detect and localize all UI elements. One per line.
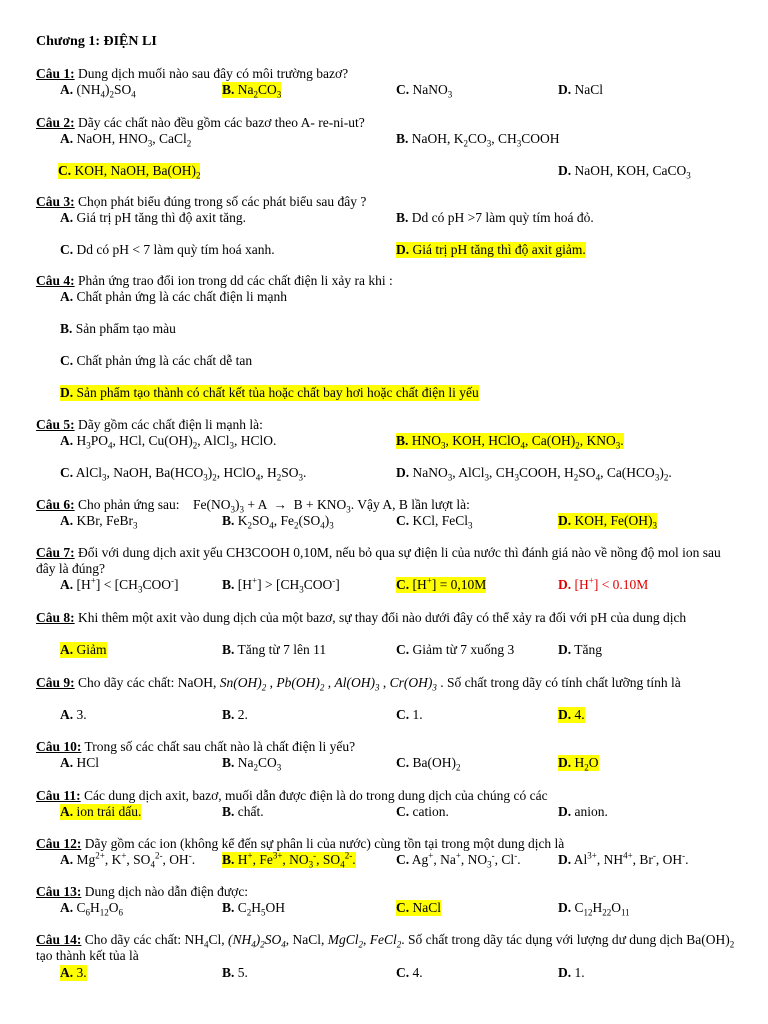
question-text: Dãy các chất nào đều gồm các bazơ theo A- re-ni-ut? xyxy=(78,115,365,130)
option-b: B. Dd có pH >7 làm quỳ tím hoá đỏ. xyxy=(396,210,594,225)
question-text: Dãy gồm các ion (không kể đến sự phân li của nước) cùng tồn tại trong một dung dịch là xyxy=(84,836,565,851)
option-c: C. Giảm từ 7 xuống 3 xyxy=(396,642,515,657)
option-a: A. 3. xyxy=(60,707,87,722)
question-3-options-row2 xyxy=(60,242,740,258)
option-d: D. $Al^{3+}$, $NH^{4+}$, Br-, OH-. xyxy=(558,850,689,867)
question-text: Dãy gồm các chất điện li mạnh là: xyxy=(78,417,263,432)
question-14 xyxy=(36,932,736,964)
option-a: A. $H_3PO_4$, HCl, $Cu(OH)_2$, AlCl$_3$, HClO. xyxy=(60,433,277,451)
option-d: D. $C_{12}H_{22}O_{11}$ xyxy=(558,900,630,918)
question-number: Câu 8: xyxy=(36,610,75,625)
question-text: Cho dãy các chất: $NH_4Cl$, $(NH_4)_2SO_4$, NaCl, MgCl$_2$, FeCl$_2$. Số chất trong dãy tác dụng với lượng dư dung dịch $Ba(OH)_2$ tạo thành kết tủa là xyxy=(36,932,735,963)
option-d: D. NaCl xyxy=(558,82,603,97)
question-number: Câu 14: xyxy=(36,932,82,947)
question-5-options-row1 xyxy=(60,433,740,449)
question-1-options xyxy=(60,82,740,98)
question-13-options xyxy=(60,900,740,916)
option-a: A. NaOH, $HNO_3$, CaCl$_2$ xyxy=(60,131,192,149)
question-text: Các dung dịch axit, bazơ, muối dẫn được điện là do trong dung dịch của chúng có các xyxy=(84,788,548,803)
option-a: A. Giảm xyxy=(60,642,107,657)
question-8 xyxy=(36,610,736,626)
option-d: D. Tăng xyxy=(558,642,603,657)
option-d: D. Sản phẩm tạo thành có chất kết tủa hoặc chất bay hơi hoặc chất điện li yếu xyxy=(60,385,479,400)
option-a: A. 3. xyxy=(60,965,87,980)
question-number: Câu 12: xyxy=(36,836,82,851)
question-4-option-c xyxy=(60,353,740,369)
option-c: C. Chất phản ứng là các chất dễ tan xyxy=(60,353,253,368)
question-number: Câu 11: xyxy=(36,788,81,803)
question-text: Trong số các chất sau chất nào là chất điện li yếu? xyxy=(84,739,356,754)
question-text: Đối với dung dịch axit yếu CH3COOH 0,10M, nếu bỏ qua sự điện li của nước thì đánh giá nào về nồng độ mol ion sau đây là đúng? xyxy=(36,545,721,576)
option-d: D. NaOH, KOH, CaCO$_3$ xyxy=(558,163,691,181)
question-number: Câu 7: xyxy=(36,545,75,560)
question-text: Dung dịch nào dẫn điện được: xyxy=(84,884,249,899)
option-c: C. Ag+, Na+, $NO_3^-$, Cl-. xyxy=(396,850,521,870)
question-2-options-row1 xyxy=(60,131,740,147)
question-3-options-row1 xyxy=(60,210,740,226)
question-text: Khi thêm một axit vào dung dịch của một bazơ, sự thay đổi nào dưới đây có thể xảy ra đối với pH của dung dịch xyxy=(78,610,687,625)
question-number: Câu 10: xyxy=(36,739,82,754)
question-number: Câu 1: xyxy=(36,66,75,81)
option-d: D. NaNO$_3$, AlCl$_3$, $CH_3COOH$, $H_2SO_4$, $Ca(HCO_3)_2$. xyxy=(396,465,672,483)
question-14-options xyxy=(60,965,740,981)
option-b: B. $Na_2CO_3$ xyxy=(222,82,282,100)
question-10 xyxy=(36,739,736,755)
question-1 xyxy=(36,66,736,82)
question-number: Câu 6: xyxy=(36,497,75,512)
option-c: C. KOH, NaOH, $Ba(OH)_2$ xyxy=(58,163,201,181)
option-c: C. AlCl$_3$, NaOH, $Ba(HCO_3)_2$, HClO$_4$, $H_2SO_3$. xyxy=(60,465,307,483)
option-a: A. $(NH_4)_2SO_4$ xyxy=(60,82,136,100)
question-6 xyxy=(36,497,736,513)
question-11-options xyxy=(60,804,740,820)
option-c: C. NaNO$_3$ xyxy=(396,82,453,100)
option-a: A. ion trái dấu. xyxy=(60,804,142,819)
question-2 xyxy=(36,115,736,131)
option-b: B. H+, $Fe^{3+}$, $NO_3^-$, $SO_4^{2-}$. xyxy=(222,850,356,870)
question-9-options xyxy=(60,707,740,723)
option-c: C. $Ba(OH)_2$ xyxy=(396,755,461,773)
option-d: D. anion. xyxy=(558,804,608,819)
question-number: Câu 13: xyxy=(36,884,82,899)
option-c: C. NaCl xyxy=(396,900,441,915)
question-6-options xyxy=(60,513,740,529)
question-9 xyxy=(36,675,736,691)
question-8-options xyxy=(60,642,740,658)
option-c: C. KCl, FeCl$_3$ xyxy=(396,513,473,531)
question-text: Cho phản ứng sau: xyxy=(78,497,180,512)
option-b: B. 2. xyxy=(222,707,248,722)
option-a: A. $Mg^{2+}$, K+, $SO_4^{2-}$, OH-. xyxy=(60,850,196,870)
option-c: C. 1. xyxy=(396,707,423,722)
question-text: Phản ứng trao đổi ion trong dd các chất điện li xảy ra khi : xyxy=(78,273,393,288)
question-text: Chọn phát biểu đúng trong số các phát biểu sau đây ? xyxy=(78,194,367,209)
question-4 xyxy=(36,273,736,289)
option-d: D. [H+] < 0.10M xyxy=(558,575,649,592)
option-b: B. $Na_2CO_3$ xyxy=(222,755,282,773)
option-b: B. chất. xyxy=(222,804,264,819)
option-c: C. 4. xyxy=(396,965,423,980)
option-b: B. $K_2SO_4$, $Fe_2(SO_4)_3$ xyxy=(222,513,334,531)
question-4-option-d xyxy=(60,385,740,401)
question-number: Câu 5: xyxy=(36,417,75,432)
option-b: B. $C_2H_5OH$ xyxy=(222,900,286,918)
question-4-option-b xyxy=(60,321,740,337)
option-c: C. cation. xyxy=(396,804,449,819)
option-a: A. Chất phản ứng là các chất điện li mạnh xyxy=(60,289,287,304)
question-3 xyxy=(36,194,736,210)
option-a: A. Giá trị pH tăng thì độ axit tăng. xyxy=(60,210,246,225)
question-number: Câu 3: xyxy=(36,194,75,209)
question-2-options-row2 xyxy=(60,163,740,179)
option-b: B. NaOH, $K_2CO_3$, $CH_3COOH$ xyxy=(396,131,560,149)
option-b: B. 5. xyxy=(222,965,248,980)
question-12-options xyxy=(60,852,740,868)
option-b: B. Sản phẩm tạo màu xyxy=(60,321,176,336)
option-d: D. 1. xyxy=(558,965,585,980)
option-a: A. $C_6H_{12}O_6$ xyxy=(60,900,124,918)
option-b: B. $HNO_3$, KOH, HClO$_4$, $Ca(OH)_2$, $KNO_3$. xyxy=(396,433,624,451)
option-b: B. $[H^+] > [CH_3COO^-]$ xyxy=(222,575,340,595)
question-text: Cho dãy các chất: NaOH, $Sn(OH)_2$ , $Pb(OH)_2$ , $Al(OH)_3$ , $Cr(OH)_3$ . Số chất trong dãy có tính chất lưỡng tính là xyxy=(78,675,681,693)
question-5-options-row2 xyxy=(60,465,740,481)
option-d: D. Giá trị pH tăng thì độ axit giảm. xyxy=(396,242,586,257)
question-5 xyxy=(36,417,736,433)
chapter-title: Chương 1: ĐIỆN LI xyxy=(36,34,157,49)
question-7 xyxy=(36,545,736,577)
option-a: A. HCl xyxy=(60,755,100,770)
question-number: Câu 9: xyxy=(36,675,75,690)
option-d: D. KOH, $Fe(OH)_3$ xyxy=(558,513,657,531)
question-11 xyxy=(36,788,736,804)
option-a: A. $[H^+] < [CH_3COO^-]$ xyxy=(60,575,179,595)
question-4-option-a xyxy=(60,289,740,305)
question-number: Câu 2: xyxy=(36,115,75,130)
question-10-options xyxy=(60,755,740,771)
option-a: A. KBr, FeBr$_3$ xyxy=(60,513,138,531)
option-b: B. Tăng từ 7 lên 11 xyxy=(222,642,327,657)
question-number: Câu 4: xyxy=(36,273,75,288)
option-c: C. Dd có pH < 7 làm quỳ tím hoá xanh. xyxy=(60,242,275,257)
question-7-options xyxy=(60,577,740,593)
question-text: Dung dịch muối nào sau đây có môi trường bazơ? xyxy=(78,66,349,81)
option-d: D. $H_2O$ xyxy=(558,755,599,773)
reaction-equation: $Fe(NO_3)_3 + A \to B + KNO_3$. Vậy A, B lần lượt là: xyxy=(182,497,470,515)
option-c: C. [H+] = 0,10M xyxy=(396,575,487,592)
option-d: D. 4. xyxy=(558,707,585,722)
question-13 xyxy=(36,884,736,900)
